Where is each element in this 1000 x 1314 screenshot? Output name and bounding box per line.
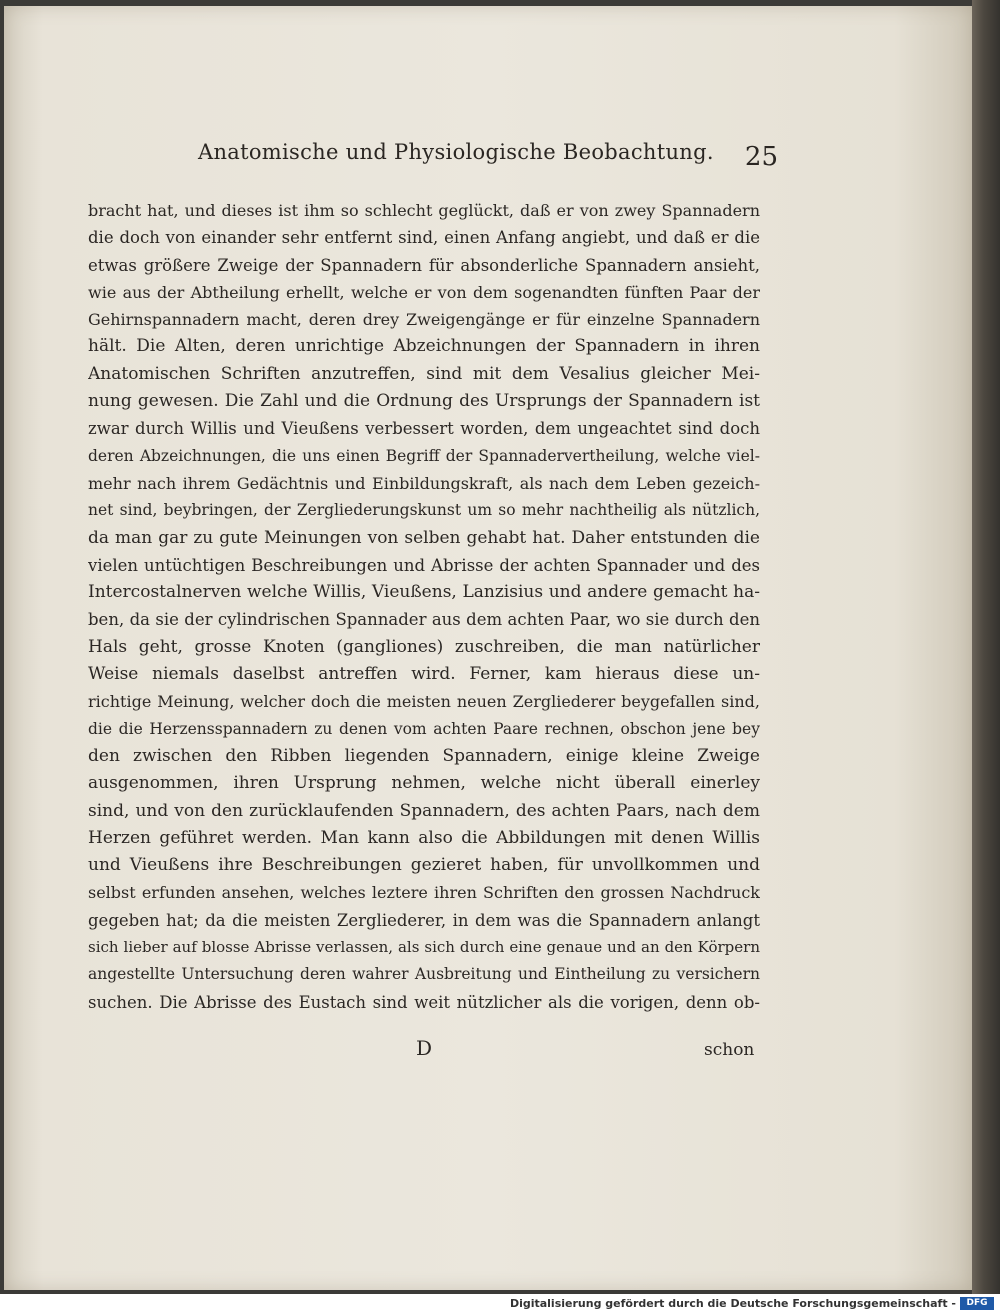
digitization-note: Digitalisierung gefördert durch die Deutsche Forschungsgemeinschaft - (509, 1297, 956, 1310)
text-line: wie aus der Abtheilung erhellt, welche er von dem sogenandten fünften Paar der (88, 282, 760, 302)
text-line: Gehirnspannadern macht, deren drey Zweigengänge er für einzelne Spannadern (88, 310, 760, 330)
text-line: den zwischen den Ribben liegenden Spannadern, einige kleine Zweige (88, 745, 760, 766)
text-line: da man gar zu gute Meinungen von selben gehabt hat. Daher entstunden die (88, 527, 760, 548)
text-line: sind, und von den zurücklaufenden Spannadern, des achten Paars, nach dem (88, 800, 760, 821)
text-line: ausgenommen, ihren Ursprung nehmen, welche nicht überall einerley (88, 773, 760, 794)
text-line: gegeben hat; da die meisten Zergliederer, in dem was die Spannadern anlangt (88, 910, 760, 930)
text-line: net sind, beybringen, der Zergliederungskunst um so mehr nachtheilig als nützlich, (88, 501, 760, 520)
catchword: schon (704, 1040, 755, 1060)
text-line: mehr nach ihrem Gedächtnis und Einbildungskraft, als nach dem Leben gezeich- (88, 473, 760, 493)
text-line: nung gewesen. Die Zahl und die Ordnung des Ursprungs der Spannadern ist (88, 391, 760, 412)
text-line: vielen untüchtigen Beschreibungen und Abrisse der achten Spannader und des (88, 555, 760, 575)
text-line: ben, da sie der cylindrischen Spannader aus dem achten Paar, wo sie durch den (88, 610, 760, 630)
dfg-logo-icon[interactable]: DFG (960, 1297, 994, 1310)
text-line: bracht hat, und dieses ist ihm so schlecht geglückt, daß er von zwey Spannadern (88, 201, 760, 220)
page-number: 25 (744, 142, 778, 172)
text-line: die die Herzensspannadern zu denen vom achten Paare rechnen, obschon jene bey (88, 719, 760, 738)
text-line: Weise niemals daselbst antreffen wird. Ferner, kam hieraus diese un- (88, 664, 760, 685)
text-line: Anatomischen Schriften anzutreffen, sind mit dem Vesalius gleicher Mei- (88, 363, 760, 384)
running-title: Anatomische und Physiologische Beobachtung. (198, 140, 714, 164)
text-line: und Vieußens ihre Beschreibungen gezieret haben, für unvollkommen und (88, 855, 760, 876)
running-head (198, 140, 778, 180)
text-line: suchen. Die Abrisse des Eustach sind weit nützlicher als die vorigen, denn ob- (88, 992, 760, 1012)
text-line: etwas größere Zweige der Spannadern für absonderliche Spannadern ansieht, (88, 255, 760, 275)
body-text (88, 197, 760, 1016)
text-line: selbst erfunden ansehen, welches leztere ihren Schriften den grossen Nachdruck (88, 883, 760, 903)
text-line: die doch von einander sehr entfernt sind, einen Anfang angiebt, und daß er die (88, 228, 760, 248)
text-line: zwar durch Willis und Vieußens verbessert worden, dem ungeachtet sind doch (88, 419, 760, 439)
text-line: sich lieber auf blosse Abrisse verlassen, als sich durch eine genaue und an den Körpern (88, 938, 760, 957)
text-line: hält. Die Alten, deren unrichtige Abzeichnungen der Spannadern in ihren (88, 336, 760, 357)
text-line: deren Abzeichnungen, die uns einen Begriff der Spannadervertheilung, welche viel- (88, 446, 760, 465)
text-line: richtige Meinung, welcher doch die meisten neuen Zergliederer beygefallen sind, (88, 692, 760, 712)
text-line: Hals geht, grosse Knoten (gangliones) zuschreiben, die man natürlicher (88, 636, 760, 657)
text-line: angestellte Untersuchung deren wahrer Ausbreitung und Eintheilung zu versichern (88, 965, 760, 984)
text-line: Herzen geführet werden. Man kann also die Abbildungen mit denen Willis (88, 827, 760, 848)
text-line: Intercostalnerven welche Willis, Vieußens, Lanzisius und andere gemacht ha- (88, 582, 760, 603)
book-edge (972, 0, 1000, 1294)
footer-bar (0, 1294, 1000, 1314)
signature-mark: D (416, 1036, 433, 1060)
